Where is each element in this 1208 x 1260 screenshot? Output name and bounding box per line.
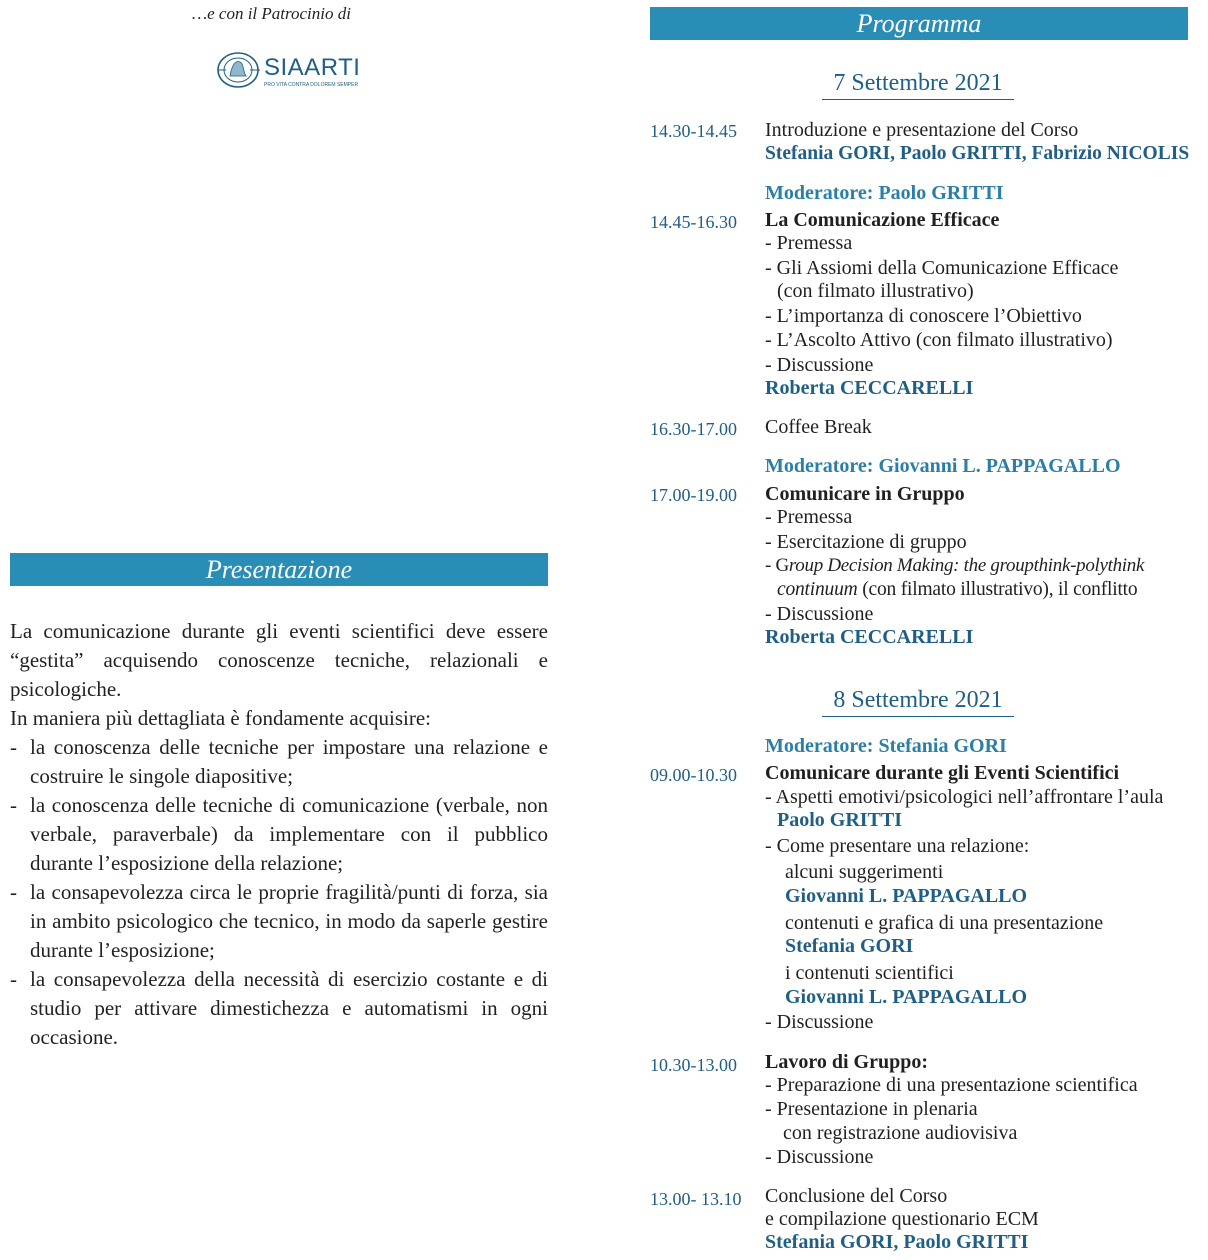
presentazione-bullet: - la consapevolezza circa le proprie fragilità/punti di forza, sia in ambito psicologico che tecnico, in modo da saperle gestire durante l’esposizione;	[10, 880, 548, 962]
session-item: (con filmato illustrativo)	[777, 280, 974, 302]
session-speakers: Roberta CECCARELLI	[765, 626, 974, 648]
session-item: - Group Decision Making: the groupthink-polythink	[765, 555, 1145, 576]
session-time: 14.45-16.30	[650, 212, 737, 232]
session-item: i contenuti scientifici	[785, 962, 954, 984]
session-title: La Comunicazione Efficace	[765, 209, 1000, 231]
programma-title: Programma	[856, 9, 982, 38]
presentazione-band	[10, 553, 548, 586]
session-item: continuum (con filmato illustrativo), il conflitto	[777, 579, 1138, 600]
presentazione-bullet: - la conoscenza delle tecniche per impostare una relazione e costruire le singole diapositive;	[10, 735, 548, 788]
session-item: - Discussione	[765, 1011, 874, 1033]
moderator-label: Moderatore: Giovanni L. PAPPAGALLO	[765, 455, 1121, 477]
session-title: Lavoro di Gruppo:	[765, 1051, 928, 1073]
session-title: Comunicare in Gruppo	[765, 483, 965, 505]
session-title: Coffee Break	[765, 416, 872, 438]
session-item: - Preparazione di una presentazione scientifica	[765, 1074, 1138, 1096]
session-item: contenuti e grafica di una presentazione	[785, 912, 1104, 934]
session-item: - Premessa	[765, 232, 853, 254]
session-item: - Discussione	[765, 1146, 874, 1168]
moderator-label: Moderatore: Paolo GRITTI	[765, 182, 1004, 204]
session-title: e compilazione questionario ECM	[765, 1208, 1039, 1230]
patrocinio-label: …e con il Patrocinio di	[192, 4, 351, 23]
presentazione-intro-2: In maniera più dettagliata è fondamente acquisire:	[10, 706, 431, 730]
session-item: - Gli Assiomi della Comunicazione Efficace	[765, 257, 1119, 279]
day2-date: 8 Settembre 2021	[822, 686, 1014, 717]
session-title: Conclusione del Corso	[765, 1185, 948, 1207]
presentazione-bullet: - la consapevolezza della necessità di esercizio costante e di studio per attivare dimestichezza e automatismi in ogni occasione.	[10, 967, 548, 1049]
moderator-label: Moderatore: Stefania GORI	[765, 735, 1007, 757]
day1-date: 7 Settembre 2021	[822, 69, 1014, 100]
programma-band	[650, 7, 1188, 40]
session-speakers: Stefania GORI	[785, 935, 914, 957]
presentazione-intro: La comunicazione durante gli eventi scientifici deve essere “gestita” acquisendo conoscenze tecniche, relazionali e psicologiche.	[10, 619, 548, 701]
presentazione-title: Presentazione	[205, 555, 353, 584]
session-speakers: Paolo GRITTI	[777, 809, 903, 831]
session-item: - Discussione	[765, 354, 874, 376]
session-item: - Premessa	[765, 506, 853, 528]
session-item: - Presentazione in plenaria	[765, 1098, 978, 1120]
session-item: - Esercitazione di gruppo	[765, 531, 967, 553]
session-item: con registrazione audiovisiva	[783, 1122, 1018, 1144]
session-title: Comunicare durante gli Eventi Scientifici	[765, 762, 1120, 784]
session-item: - Discussione	[765, 603, 874, 625]
session-speakers: Stefania GORI, Paolo GRITTI, Fabrizio NICOLIS	[765, 143, 1190, 164]
siaarti-logo-name: SIAARTI	[264, 54, 361, 81]
session-item: - L’importanza di conoscere l’Obiettivo	[765, 305, 1082, 327]
session-item: - L’Ascolto Attivo (con filmato illustrativo)	[765, 329, 1113, 351]
session-item: alcuni suggerimenti	[785, 861, 944, 883]
session-time: 10.30-13.00	[650, 1055, 737, 1075]
session-time: 13.00- 13.10	[650, 1189, 742, 1209]
session-time: 09.00-10.30	[650, 765, 737, 785]
session-speakers: Stefania GORI, Paolo GRITTI	[765, 1231, 1029, 1253]
siaarti-logo-tagline: PRO VITA CONTRA DOLOREM SEMPER	[264, 82, 359, 88]
session-item: - Aspetti emotivi/psicologici nell’affrontare l’aula	[765, 786, 1164, 808]
session-item: - Come presentare una relazione:	[765, 835, 1030, 857]
session-time: 17.00-19.00	[650, 485, 737, 505]
session-speakers: Roberta CECCARELLI	[765, 377, 974, 399]
session-speakers: Giovanni L. PAPPAGALLO	[785, 986, 1028, 1008]
session-time: 16.30-17.00	[650, 419, 737, 439]
siaarti-logo	[216, 50, 361, 92]
presentazione-bullet: - la conoscenza delle tecniche di comunicazione (verbale, non verbale, paraverbale) da implementare con il pubblico durante l’esposizione della relazione;	[10, 793, 548, 875]
session-speakers: Giovanni L. PAPPAGALLO	[785, 885, 1028, 907]
session-title: Introduzione e presentazione del Corso	[765, 119, 1079, 141]
presentazione-body	[10, 617, 548, 1052]
siaarti-emblem-icon	[216, 50, 260, 90]
session-time: 14.30-14.45	[650, 121, 737, 141]
